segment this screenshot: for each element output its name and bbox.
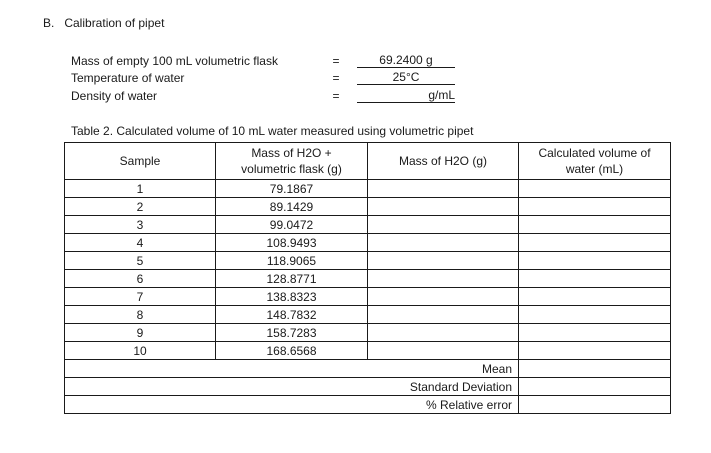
table-caption: Table 2. Calculated volume of 10 mL water measured using volumetric pipet bbox=[71, 124, 474, 138]
cell-mass-flask: 138.8323 bbox=[216, 288, 368, 306]
summary-label-rel-error: % Relative error bbox=[65, 396, 519, 414]
cell-mass-h2o bbox=[368, 288, 519, 306]
cell-volume bbox=[519, 306, 671, 324]
cell-mass-h2o bbox=[368, 306, 519, 324]
section-letter: B. bbox=[43, 16, 55, 30]
cell-mass-flask: 89.1429 bbox=[216, 198, 368, 216]
param-equals-flask-mass: = bbox=[332, 54, 340, 68]
table-row bbox=[65, 306, 671, 324]
cell-sample: 2 bbox=[65, 198, 216, 216]
header-volume-line2: water (mL) bbox=[565, 162, 624, 176]
cell-volume bbox=[519, 288, 671, 306]
param-equals-density: = bbox=[332, 89, 340, 103]
cell-mass-flask: 148.7832 bbox=[216, 306, 368, 324]
summary-value-mean bbox=[519, 360, 671, 378]
header-volume-line1: Calculated volume of bbox=[538, 146, 651, 160]
cell-volume bbox=[519, 252, 671, 270]
cell-sample: 5 bbox=[65, 252, 216, 270]
table-row bbox=[65, 342, 671, 360]
param-value-density: g/mL bbox=[357, 89, 455, 103]
cell-sample: 9 bbox=[65, 324, 216, 342]
cell-mass-flask: 118.9065 bbox=[216, 252, 368, 270]
cell-volume bbox=[519, 324, 671, 342]
header-volume bbox=[519, 143, 671, 180]
cell-mass-h2o bbox=[368, 234, 519, 252]
cell-mass-flask: 168.6568 bbox=[216, 342, 368, 360]
summary-row-std-dev bbox=[65, 378, 671, 396]
table-row bbox=[65, 216, 671, 234]
cell-sample: 7 bbox=[65, 288, 216, 306]
param-equals-temperature: = bbox=[332, 71, 340, 85]
cell-mass-flask: 79.1867 bbox=[216, 180, 368, 198]
cell-volume bbox=[519, 270, 671, 288]
cell-mass-h2o bbox=[368, 216, 519, 234]
table-row bbox=[65, 198, 671, 216]
summary-row-rel-error bbox=[65, 396, 671, 414]
header-sample: Sample bbox=[65, 143, 216, 180]
cell-mass-h2o bbox=[368, 324, 519, 342]
header-mass-flask bbox=[216, 143, 368, 180]
param-value-flask-mass: 69.2400 g bbox=[357, 54, 455, 68]
cell-mass-h2o bbox=[368, 198, 519, 216]
param-label-temperature: Temperature of water bbox=[71, 71, 185, 85]
cell-mass-flask: 128.8771 bbox=[216, 270, 368, 288]
table-row bbox=[65, 324, 671, 342]
table-row bbox=[65, 270, 671, 288]
cell-volume bbox=[519, 198, 671, 216]
table-header-row bbox=[65, 143, 671, 180]
cell-volume bbox=[519, 234, 671, 252]
header-mass-h2o: Mass of H2O (g) bbox=[368, 143, 519, 180]
summary-label-std-dev: Standard Deviation bbox=[65, 378, 519, 396]
section-heading bbox=[43, 16, 164, 30]
table-row bbox=[65, 252, 671, 270]
cell-mass-h2o bbox=[368, 252, 519, 270]
cell-volume bbox=[519, 216, 671, 234]
table-row bbox=[65, 180, 671, 198]
cell-volume bbox=[519, 342, 671, 360]
cell-mass-flask: 158.7283 bbox=[216, 324, 368, 342]
cell-sample: 10 bbox=[65, 342, 216, 360]
cell-sample: 8 bbox=[65, 306, 216, 324]
summary-value-std-dev bbox=[519, 378, 671, 396]
cell-volume bbox=[519, 180, 671, 198]
cell-mass-flask: 99.0472 bbox=[216, 216, 368, 234]
param-value-temperature: 25°C bbox=[357, 71, 455, 85]
calibration-table bbox=[64, 142, 671, 414]
summary-value-rel-error bbox=[519, 396, 671, 414]
summary-row-mean bbox=[65, 360, 671, 378]
header-mass-flask-line2: volumetric flask (g) bbox=[241, 162, 342, 176]
table-row bbox=[65, 234, 671, 252]
param-label-flask-mass: Mass of empty 100 mL volumetric flask bbox=[71, 54, 278, 68]
cell-mass-h2o bbox=[368, 270, 519, 288]
cell-sample: 3 bbox=[65, 216, 216, 234]
param-label-density: Density of water bbox=[71, 89, 158, 103]
cell-mass-h2o bbox=[368, 342, 519, 360]
cell-sample: 4 bbox=[65, 234, 216, 252]
cell-sample: 6 bbox=[65, 270, 216, 288]
cell-mass-h2o bbox=[368, 180, 519, 198]
summary-label-mean: Mean bbox=[65, 360, 519, 378]
cell-sample: 1 bbox=[65, 180, 216, 198]
section-title: Calibration of pipet bbox=[64, 16, 165, 30]
header-mass-flask-line1: Mass of H2O + bbox=[251, 146, 332, 160]
table-row bbox=[65, 288, 671, 306]
cell-mass-flask: 108.9493 bbox=[216, 234, 368, 252]
